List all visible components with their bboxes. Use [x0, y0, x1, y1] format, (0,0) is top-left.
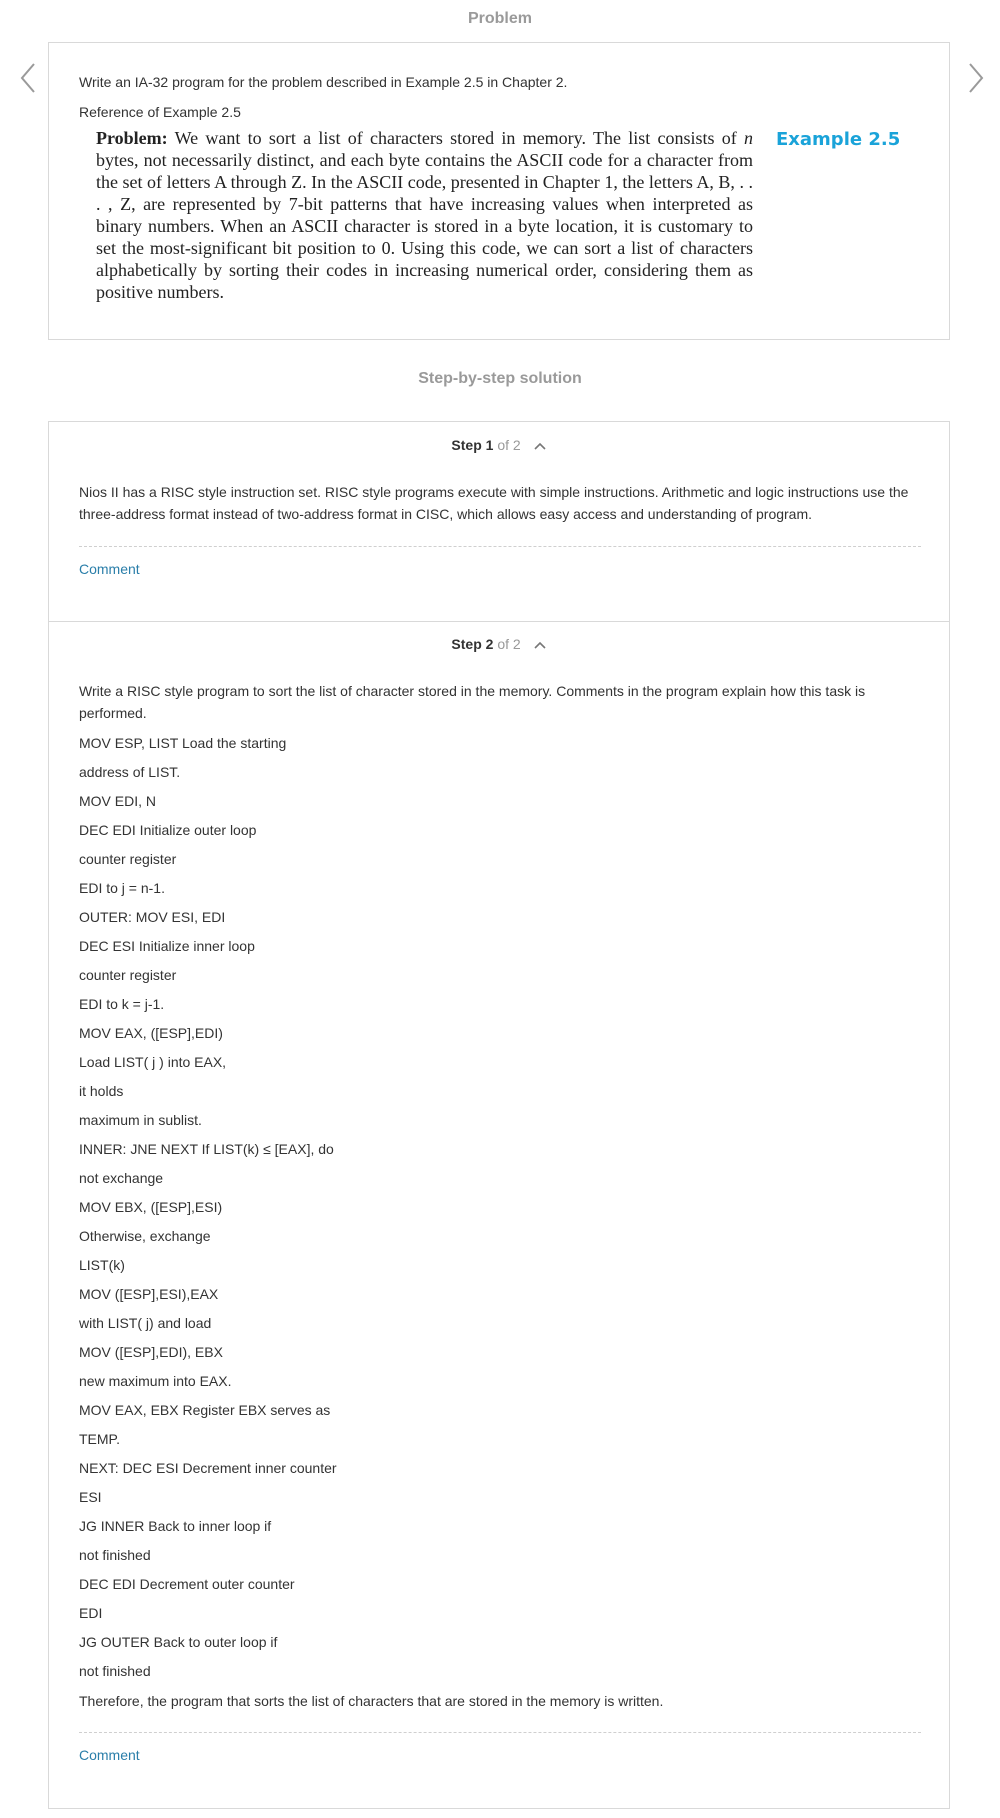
step-1-header[interactable]: [49, 434, 949, 456]
program-line: counter register: [79, 967, 177, 983]
problem-heading: Problem: [467, 10, 532, 27]
chevron-right-icon: [964, 58, 988, 98]
step-1-label: Step 1: [451, 437, 494, 453]
example-excerpt: [96, 127, 753, 303]
excerpt-text-b: bytes, not necessarily distinct, and each byte contains the ASCII code for a character from the set of letters A through Z. In the ASCII code, presented in Chapter 1, the letters A, B, . . . , Z, are represented by 7-bit patterns that have increasing values when interpreted as binary numbers. When an ASCII character is stored in a byte location, it is customary to set the most-significant bit position to 0. Using this code, we can sort a list of characters alphabetically by sorting their codes in increasing numerical order, considering them as positive numbers.: [96, 150, 753, 302]
program-line: TEMP.: [79, 1431, 120, 1447]
program-line: maximum in sublist.: [79, 1112, 202, 1128]
program-line: it holds: [79, 1083, 124, 1099]
next-arrow-button[interactable]: [964, 58, 988, 98]
step-2-header[interactable]: [49, 633, 949, 655]
program-line: MOV EDI, N: [79, 793, 157, 809]
program-line: EDI: [79, 1605, 103, 1621]
step-1: [49, 422, 949, 622]
program-line: EDI to j = n-1.: [79, 880, 165, 896]
step-2-divider: [79, 1732, 921, 1733]
step-1-comment-link[interactable]: Comment: [79, 561, 140, 577]
program-line: JG OUTER Back to outer loop if: [79, 1634, 278, 1650]
program-line: not exchange: [79, 1170, 164, 1186]
chevron-left-icon: [16, 58, 40, 98]
step-2-conclusion: Therefore, the program that sorts the list of characters that are stored in the memory is written.: [79, 1693, 664, 1709]
step-2-label: Step 2: [451, 636, 494, 652]
excerpt-text-a: We want to sort a list of characters stored in memory. The list consists of: [167, 128, 744, 148]
problem-reference: Reference of Example 2.5: [79, 104, 241, 120]
program-line: MOV EBX, ([ESP],ESI): [79, 1199, 223, 1215]
step-1-text: Nios II has a RISC style instruction set. RISC style programs execute with simple instructions. Arithmetic and logic instructions use the three-address format instead of two-address format in CISC, which allows easy access and understanding of program.: [79, 484, 909, 522]
program-line: MOV ESP, LIST Load the starting: [79, 735, 287, 751]
program-line: Otherwise, exchange: [79, 1228, 211, 1244]
chevron-up-icon[interactable]: [533, 640, 547, 650]
problem-card: [48, 42, 950, 340]
program-line: counter register: [79, 851, 177, 867]
program-line: DEC EDI Initialize outer loop: [79, 822, 257, 838]
program-line: not finished: [79, 1547, 151, 1563]
program-line: MOV ([ESP],EDI), EBX: [79, 1344, 223, 1360]
program-line: with LIST( j) and load: [79, 1315, 212, 1331]
program-line: MOV ([ESP],ESI),EAX: [79, 1286, 219, 1302]
program-line: MOV EAX, ([ESP],EDI): [79, 1025, 223, 1041]
program-line: OUTER: MOV ESI, EDI: [79, 909, 226, 925]
step-2-intro: Write a RISC style program to sort the list of character stored in the memory. Comments in the program explain how this task is performed.: [79, 683, 866, 721]
excerpt-lead: Problem:: [96, 128, 168, 148]
program-line: not finished: [79, 1663, 151, 1679]
problem-statement: Write an IA-32 program for the problem described in Example 2.5 in Chapter 2.: [79, 74, 568, 90]
prev-arrow-button[interactable]: [16, 58, 40, 98]
program-line: new maximum into EAX.: [79, 1373, 232, 1389]
program-listing: [79, 732, 337, 1689]
step-1-divider: [79, 546, 921, 547]
program-line: NEXT: DEC ESI Decrement inner counter: [79, 1460, 337, 1476]
excerpt-var-n: n: [744, 128, 753, 148]
step-2-comment-link[interactable]: Comment: [79, 1747, 140, 1763]
program-line: LIST(k): [79, 1257, 125, 1273]
program-line: Load LIST( j ) into EAX,: [79, 1054, 227, 1070]
example-label: Example 2.5: [776, 129, 901, 150]
program-line: INNER: JNE NEXT If LIST(k) ≤ [EAX], do: [79, 1141, 334, 1157]
program-line: EDI to k = j-1.: [79, 996, 165, 1012]
program-line: JG INNER Back to inner loop if: [79, 1518, 272, 1534]
program-line: DEC ESI Initialize inner loop: [79, 938, 255, 954]
step-1-count: of 2: [497, 437, 521, 453]
program-line: DEC EDI Decrement outer counter: [79, 1576, 295, 1592]
step-2-count: of 2: [497, 636, 521, 652]
program-line: MOV EAX, EBX Register EBX serves as: [79, 1402, 331, 1418]
solution-card: [48, 421, 950, 1809]
step-2: [49, 621, 949, 1809]
program-line: address of LIST.: [79, 764, 181, 780]
chevron-up-icon[interactable]: [533, 441, 547, 451]
program-line: ESI: [79, 1489, 102, 1505]
solution-heading: Step-by-step solution: [418, 370, 582, 387]
